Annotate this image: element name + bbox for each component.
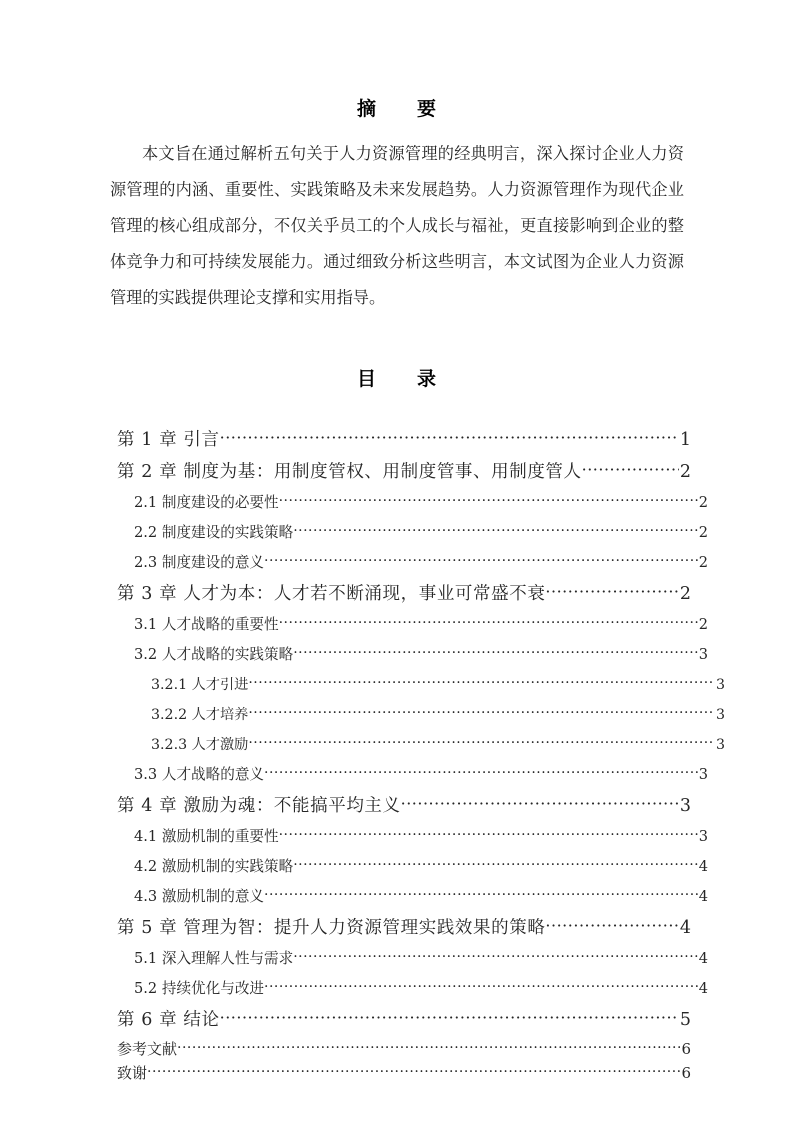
toc-page-number: 3 <box>698 646 708 663</box>
toc-page-number: 2 <box>698 494 708 511</box>
toc-entry-level-2[interactable] <box>110 488 708 518</box>
toc-dot-leader <box>279 486 698 516</box>
toc-entry-title: 第 4 章 激励为魂：不能搞平均主义 <box>117 796 401 816</box>
toc-dot-leader <box>220 422 679 453</box>
toc-entry-level-1[interactable] <box>110 790 691 822</box>
toc-dot-leader <box>293 516 698 546</box>
toc-entry-level-2[interactable] <box>110 882 708 912</box>
toc-entry-title: 2.3 制度建设的意义 <box>134 554 265 571</box>
toc-page-number: 2 <box>679 462 691 482</box>
toc-dot-leader <box>264 546 698 576</box>
toc-entry-level-2[interactable] <box>110 822 708 852</box>
toc-entry-level-1[interactable] <box>110 912 691 944</box>
toc-entry-level-0[interactable] <box>110 1038 691 1062</box>
toc-entry-level-3[interactable] <box>110 730 725 760</box>
toc-dot-leader <box>582 454 679 485</box>
toc-dot-leader <box>264 758 698 788</box>
toc-entry-title: 3.2.3 人才激励 <box>151 737 249 753</box>
toc-entry-title: 3.2.2 人才培养 <box>151 707 249 723</box>
toc-entry-level-2[interactable] <box>110 852 708 882</box>
toc-entry-title: 5.1 深入理解人性与需求 <box>134 950 294 967</box>
toc-entry-level-2[interactable] <box>110 944 708 974</box>
toc-entry-level-2[interactable] <box>110 640 708 670</box>
toc-page-number: 1 <box>679 430 691 450</box>
toc-dot-leader <box>147 1061 680 1084</box>
toc-dot-leader <box>279 608 698 638</box>
toc-entry-level-1[interactable] <box>110 578 691 610</box>
toc-entry-title: 4.3 激励机制的意义 <box>134 888 265 905</box>
toc-entry-title: 2.2 制度建设的实践策略 <box>134 524 294 541</box>
toc-page-number: 4 <box>698 888 708 905</box>
toc-page-number: 2 <box>679 584 691 604</box>
toc-page-number: 3 <box>715 707 725 723</box>
toc-dot-leader <box>293 942 698 972</box>
toc-page-number: 3 <box>715 677 725 693</box>
toc-page-number: 3 <box>698 828 708 845</box>
toc-entry-title: 第 3 章 人才为本：人才若不断涌现，事业可常盛不衰 <box>117 584 546 604</box>
toc-entry-title: 第 1 章 引言 <box>117 430 220 450</box>
toc-page-number: 3 <box>698 766 708 783</box>
table-of-contents-heading: 目 录 <box>356 368 447 390</box>
toc-dot-leader <box>545 576 678 607</box>
toc-dot-leader <box>248 728 715 758</box>
toc-entry-level-3[interactable] <box>110 700 725 730</box>
toc-entry-level-0[interactable] <box>110 1062 691 1086</box>
toc-entry-title: 3.3 人才战略的意义 <box>134 766 265 783</box>
toc-entry-level-2[interactable] <box>110 548 708 578</box>
toc-entry-title: 第 6 章 结论 <box>117 1010 220 1030</box>
toc-page-number: 4 <box>679 918 691 938</box>
toc-dot-leader <box>264 880 698 910</box>
toc-entry-title: 2.1 制度建设的必要性 <box>134 494 279 511</box>
toc-page-number: 4 <box>698 980 708 997</box>
toc-page-number: 4 <box>698 950 708 967</box>
toc-entry-title: 参考文献 <box>117 1040 178 1058</box>
toc-dot-leader <box>401 788 679 819</box>
toc-dot-leader <box>293 850 698 880</box>
toc-entry-title: 4.2 激励机制的实践策略 <box>134 858 294 875</box>
toc-dot-leader <box>293 638 698 668</box>
toc-page-number: 4 <box>698 858 708 875</box>
abstract-body-text: 本文旨在通过解析五句关于人力资源管理的经典明言，深入探讨企业人力资源管理的内涵、重要性、实践策略及未来发展趋势。人力资源管理作为现代企业管理的核心组成部分，不仅关乎员工的个人成长与福祉，更直接影响到企业的整体竞争力和可持续发展能力。通过细致分析这些明言，本文试图为企业人力资源管理的实践提供理论支撑和实用指导。 <box>110 144 684 307</box>
toc-entry-level-2[interactable] <box>110 518 708 548</box>
toc-page-number: 2 <box>698 616 708 633</box>
toc-entry-level-3[interactable] <box>110 670 725 700</box>
toc-dot-leader <box>279 820 698 850</box>
abstract-heading: 摘 要 <box>356 98 447 120</box>
toc-page-number: 6 <box>681 1040 691 1058</box>
toc-entry-title: 3.2.1 人才引进 <box>151 677 249 693</box>
toc-dot-leader <box>248 668 715 698</box>
table-of-contents <box>110 424 725 1086</box>
toc-page-number: 6 <box>681 1064 691 1082</box>
toc-entry-level-1[interactable] <box>110 456 691 488</box>
toc-dot-leader <box>177 1037 680 1060</box>
toc-dot-leader <box>264 972 698 1002</box>
toc-dot-leader <box>220 1002 679 1033</box>
toc-dot-leader <box>545 910 678 941</box>
toc-entry-title: 第 5 章 管理为智：提升人力资源管理实践效果的策略 <box>117 918 546 938</box>
toc-page-number: 2 <box>698 524 708 541</box>
toc-entry-level-2[interactable] <box>110 760 708 790</box>
toc-dot-leader <box>248 698 715 728</box>
toc-page-number: 5 <box>679 1010 691 1030</box>
toc-page-number: 3 <box>679 796 691 816</box>
toc-entry-title: 3.1 人才战略的重要性 <box>134 616 279 633</box>
toc-entry-title: 第 2 章 制度为基：用制度管权、用制度管事、用制度管人 <box>117 462 582 482</box>
toc-page-number: 2 <box>698 554 708 571</box>
toc-entry-title: 5.2 持续优化与改进 <box>134 980 265 997</box>
toc-page-number: 3 <box>715 737 725 753</box>
toc-entry-title: 3.2 人才战略的实践策略 <box>134 646 294 663</box>
toc-entry-level-1[interactable] <box>110 424 691 456</box>
toc-entry-level-1[interactable] <box>110 1004 691 1036</box>
toc-entry-level-2[interactable] <box>110 974 708 1004</box>
toc-entry-title: 4.1 激励机制的重要性 <box>134 828 279 845</box>
toc-entry-level-2[interactable] <box>110 610 708 640</box>
toc-entry-title: 致谢 <box>117 1064 148 1082</box>
